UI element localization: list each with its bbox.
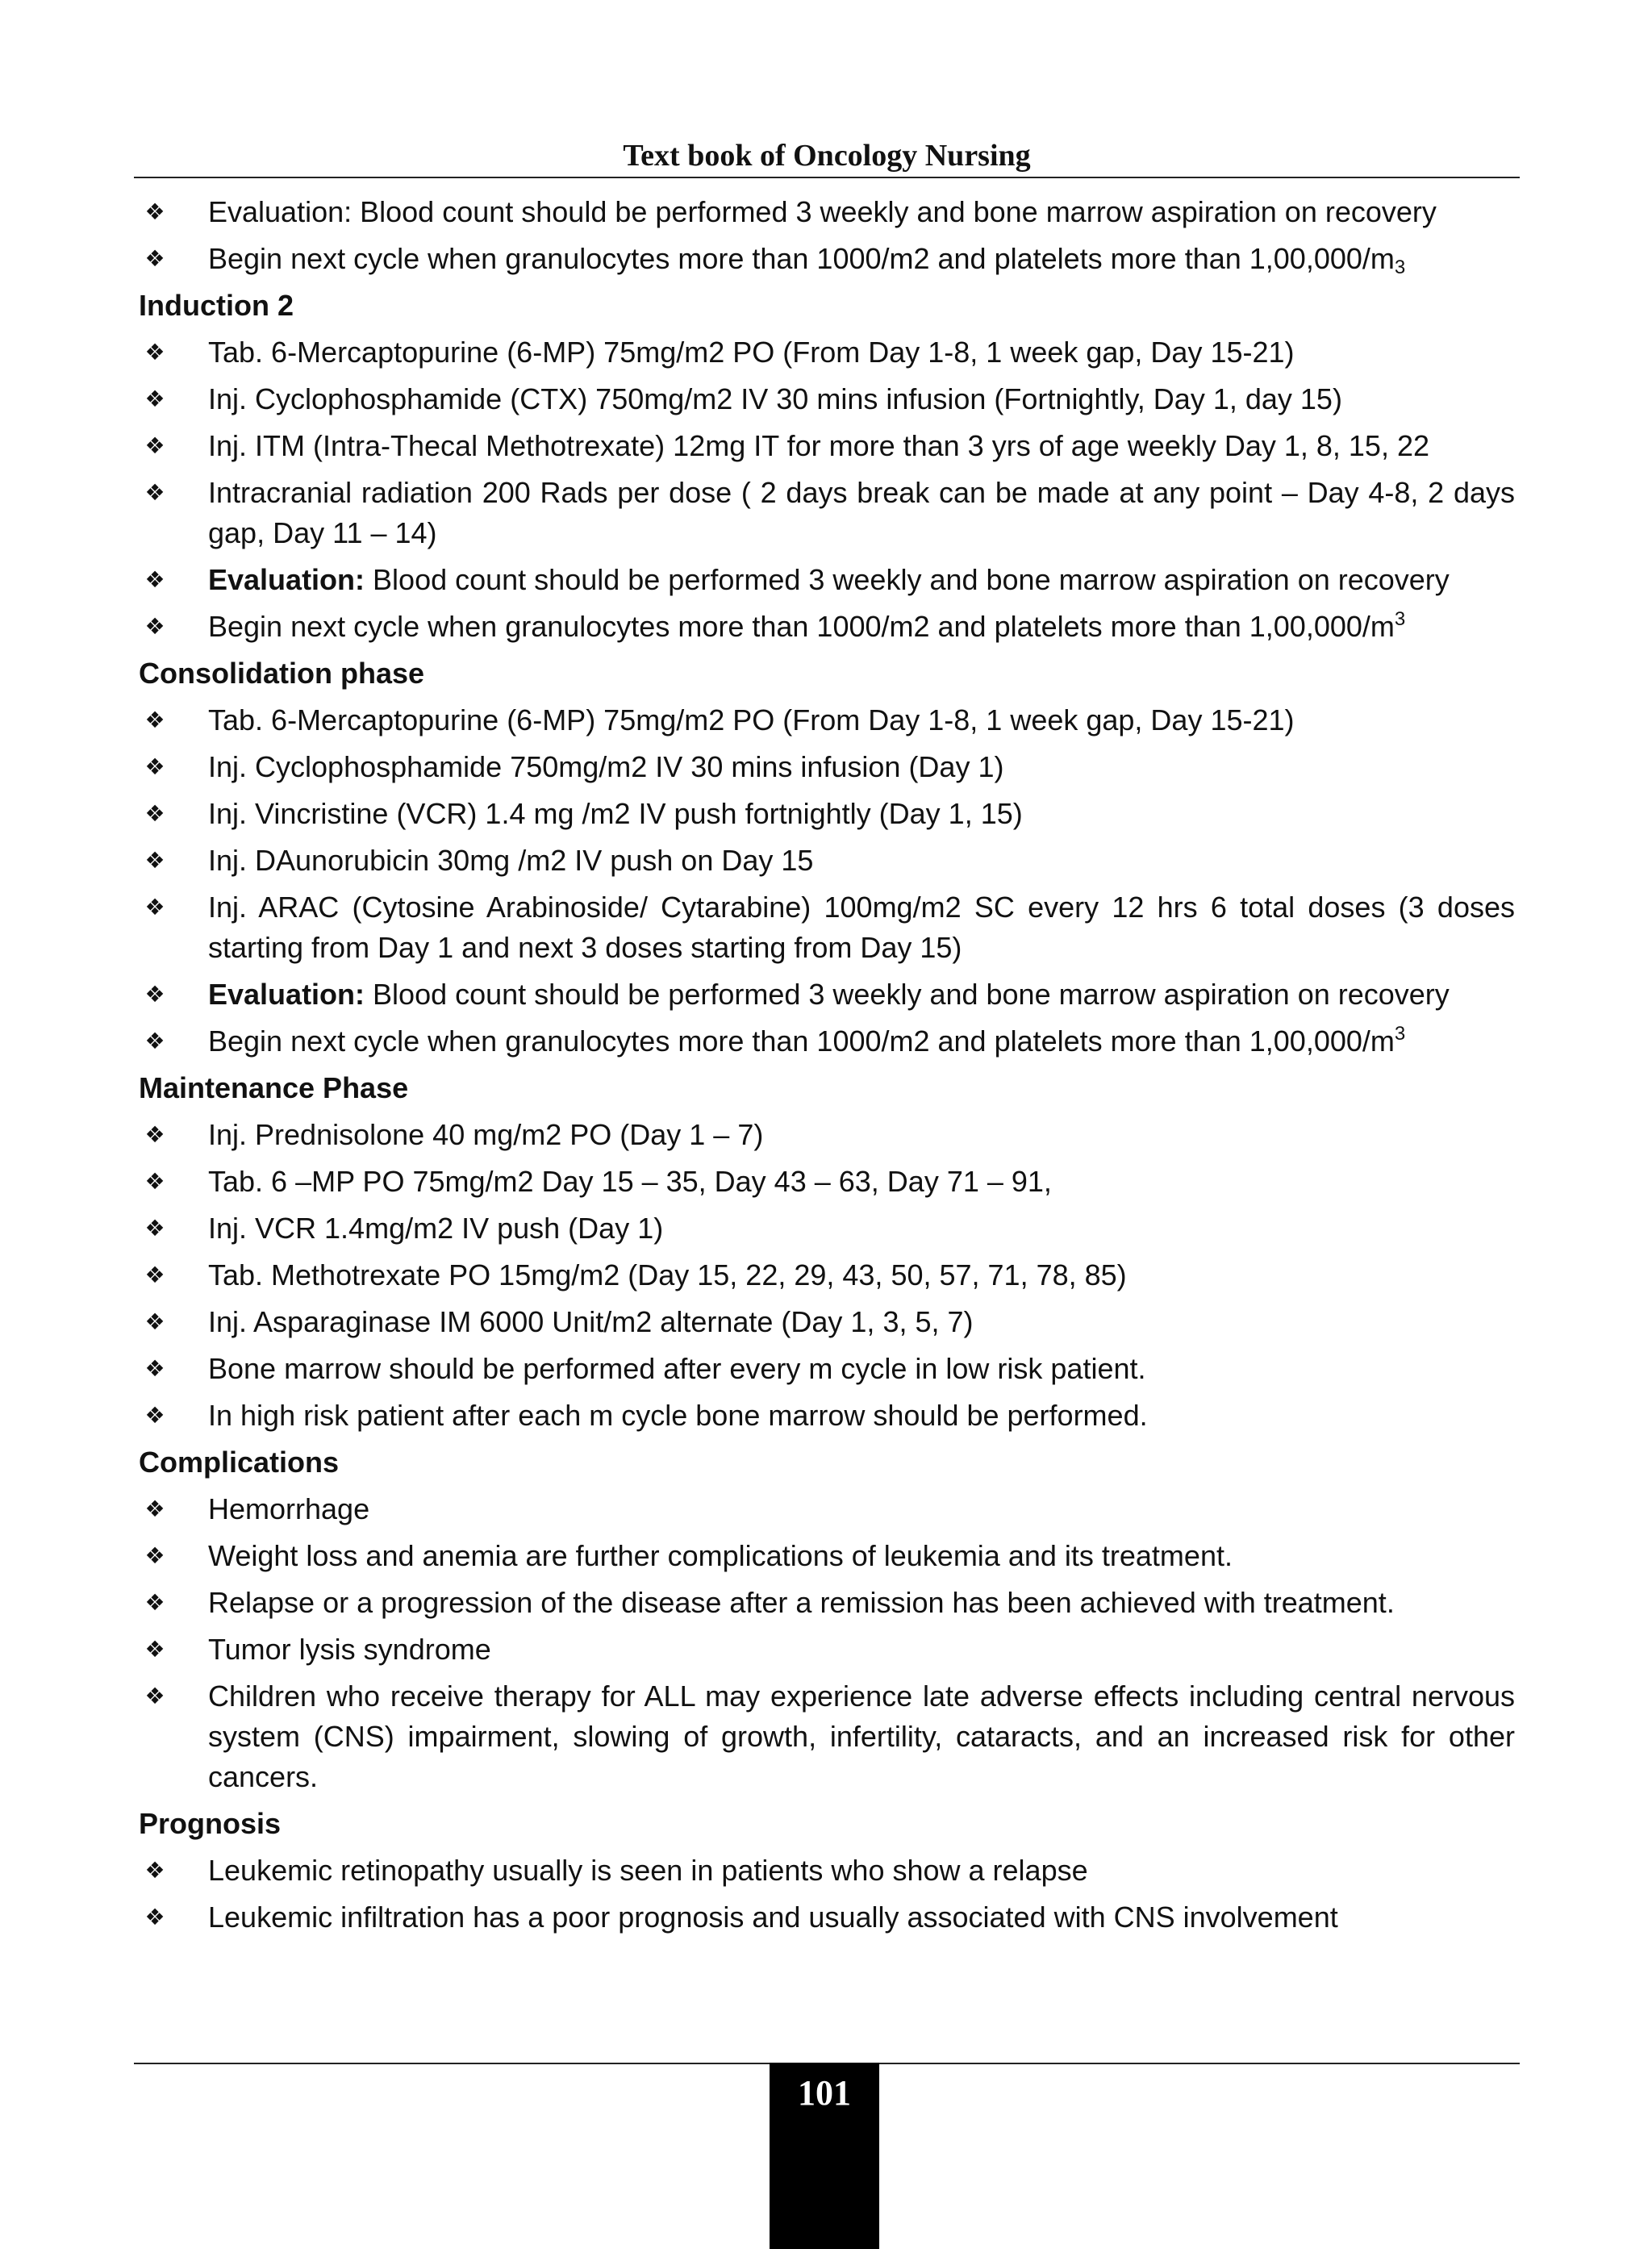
list-item bbox=[139, 1629, 1515, 1670]
list-item-text: Children who receive therapy for ALL may experience late adverse effects including central nervous system (CNS) impairment, slowing of growth, infertility, cataracts, and an increased risk for other cancers. bbox=[208, 1679, 1515, 1793]
item-body-text: Begin next cycle when granulocytes more than 1000/m2 and platelets more than 1,00,000/m bbox=[208, 1024, 1395, 1058]
bold-label: Evaluation: bbox=[208, 563, 365, 596]
diamond-bullet-icon: ❖ bbox=[144, 567, 165, 592]
diamond-bullet-icon: ❖ bbox=[144, 1169, 165, 1194]
list-item-text: Inj. ARAC (Cytosine Arabinoside/ Cytarabine) 100mg/m2 SC every 12 hrs 6 total doses (3 doses starting from Day 1 and next 3 doses starting from Day 15) bbox=[208, 891, 1515, 964]
diamond-bullet-icon: ❖ bbox=[144, 895, 165, 920]
list-item bbox=[139, 841, 1515, 881]
list-item-text: Inj. VCR 1.4mg/m2 IV push (Day 1) bbox=[208, 1212, 664, 1245]
list-item-text: Leukemic retinopathy usually is seen in patients who show a relapse bbox=[208, 1854, 1088, 1887]
list-item-text bbox=[208, 242, 1406, 278]
list-item bbox=[139, 607, 1515, 647]
diamond-bullet-icon: ❖ bbox=[144, 982, 165, 1007]
list-item bbox=[139, 1208, 1515, 1249]
diamond-bullet-icon: ❖ bbox=[144, 1356, 165, 1381]
list-item-text: Hemorrhage bbox=[208, 1492, 370, 1525]
item-body-text: Begin next cycle when granulocytes more than 1000/m2 and platelets more than 1,00,000/m bbox=[208, 610, 1395, 643]
section-heading: Complications bbox=[139, 1446, 340, 1479]
diamond-bullet-icon: ❖ bbox=[144, 754, 165, 779]
page-body bbox=[139, 192, 1515, 1944]
list-item bbox=[139, 1897, 1515, 1938]
superscript: 3 bbox=[1394, 608, 1406, 630]
diamond-bullet-icon: ❖ bbox=[144, 199, 165, 224]
list-item-text: Relapse or a progression of the disease after a remission has been achieved with treatment. bbox=[208, 1586, 1395, 1619]
list-item bbox=[139, 794, 1515, 834]
list-item-text bbox=[208, 978, 1450, 1011]
list-item bbox=[139, 974, 1515, 1015]
section-heading: Induction 2 bbox=[139, 289, 294, 322]
list-item bbox=[139, 887, 1515, 968]
diamond-bullet-icon: ❖ bbox=[144, 1637, 165, 1662]
item-body-text: Blood count should be performed 3 weekly and bone marrow aspiration on recovery bbox=[365, 563, 1450, 596]
diamond-bullet-icon: ❖ bbox=[144, 1905, 165, 1930]
list-item bbox=[139, 379, 1515, 419]
list-item-text: Tab. 6-Mercaptopurine (6-MP) 75mg/m2 PO (From Day 1-8, 1 week gap, Day 15-21) bbox=[208, 336, 1295, 369]
diamond-bullet-icon: ❖ bbox=[144, 433, 165, 458]
list-item-text bbox=[208, 610, 1405, 643]
list-item-text: Evaluation: Blood count should be performed 3 weekly and bone marrow aspiration on recovery bbox=[208, 195, 1437, 228]
diamond-bullet-icon: ❖ bbox=[144, 614, 165, 639]
list-item bbox=[139, 560, 1515, 600]
diamond-bullet-icon: ❖ bbox=[144, 1403, 165, 1428]
list-item bbox=[139, 1302, 1515, 1342]
diamond-bullet-icon: ❖ bbox=[144, 1122, 165, 1147]
list-item-text bbox=[208, 563, 1450, 596]
list-item-text: Inj. Prednisolone 40 mg/m2 PO (Day 1 – 7) bbox=[208, 1118, 764, 1151]
diamond-bullet-icon: ❖ bbox=[144, 707, 165, 732]
list-item bbox=[139, 1396, 1515, 1436]
list-item bbox=[139, 1349, 1515, 1389]
list-item-text: Inj. Asparaginase IM 6000 Unit/m2 alternate (Day 1, 3, 5, 7) bbox=[208, 1305, 974, 1338]
list-item bbox=[139, 426, 1515, 466]
list-item-text: Inj. ITM (Intra-Thecal Methotrexate) 12mg IT for more than 3 yrs of age weekly Day 1, 8, 15, 22 bbox=[208, 429, 1429, 462]
item-body-text: Blood count should be performed 3 weekly and bone marrow aspiration on recovery bbox=[365, 978, 1450, 1011]
list-item bbox=[139, 1583, 1515, 1623]
list-item bbox=[139, 1255, 1515, 1296]
list-item-text: Tumor lysis syndrome bbox=[208, 1633, 491, 1666]
diamond-bullet-icon: ❖ bbox=[144, 340, 165, 365]
diamond-bullet-icon: ❖ bbox=[144, 1590, 165, 1615]
page-number-tab bbox=[770, 2063, 879, 2249]
page-number: 101 bbox=[798, 2073, 851, 2113]
list-item bbox=[139, 1115, 1515, 1155]
list-item-text: Weight loss and anemia are further complications of leukemia and its treatment. bbox=[208, 1539, 1233, 1572]
diamond-bullet-icon: ❖ bbox=[144, 1309, 165, 1334]
list-item bbox=[139, 1021, 1515, 1062]
list-item bbox=[139, 239, 1515, 279]
diamond-bullet-icon: ❖ bbox=[144, 1496, 165, 1521]
list-item bbox=[139, 1851, 1515, 1891]
diamond-bullet-icon: ❖ bbox=[144, 848, 165, 873]
list-item bbox=[139, 700, 1515, 741]
diamond-bullet-icon: ❖ bbox=[144, 246, 165, 271]
diamond-bullet-icon: ❖ bbox=[144, 1029, 165, 1054]
list-item bbox=[139, 332, 1515, 373]
list-item-text: Tab. 6 –MP PO 75mg/m2 Day 15 – 35, Day 43 – 63, Day 71 – 91, bbox=[208, 1165, 1052, 1198]
list-item bbox=[139, 192, 1515, 232]
list-item-text: Inj. Vincristine (VCR) 1.4 mg /m2 IV push fortnightly (Day 1, 15) bbox=[208, 797, 1023, 830]
diamond-bullet-icon: ❖ bbox=[144, 1216, 165, 1241]
list-item bbox=[139, 1162, 1515, 1202]
header-rule bbox=[134, 177, 1520, 178]
diamond-bullet-icon: ❖ bbox=[144, 386, 165, 411]
list-item-text: Intracranial radiation 200 Rads per dose ( 2 days break can be made at any point – Day 4-8, 2 days gap, Day 11 – 14) bbox=[208, 476, 1515, 549]
section-heading: Prognosis bbox=[139, 1807, 282, 1840]
list-item-text: Bone marrow should be performed after every m cycle in low risk patient. bbox=[208, 1352, 1146, 1385]
list-item-text bbox=[208, 1024, 1405, 1058]
list-item-text: Tab. 6-Mercaptopurine (6-MP) 75mg/m2 PO (From Day 1-8, 1 week gap, Day 15-21) bbox=[208, 703, 1295, 736]
list-item-text: Inj. Cyclophosphamide 750mg/m2 IV 30 mins infusion (Day 1) bbox=[208, 750, 1004, 783]
diamond-bullet-icon: ❖ bbox=[144, 480, 165, 505]
diamond-bullet-icon: ❖ bbox=[144, 1543, 165, 1568]
item-body-text: Begin next cycle when granulocytes more than 1000/m2 and platelets more than 1,00,000/m bbox=[208, 242, 1395, 275]
list-item bbox=[139, 747, 1515, 787]
list-item bbox=[139, 1676, 1515, 1797]
bold-label: Evaluation: bbox=[208, 978, 365, 1011]
running-header-title: Text book of Oncology Nursing bbox=[623, 139, 1031, 173]
diamond-bullet-icon: ❖ bbox=[144, 1684, 165, 1709]
diamond-bullet-icon: ❖ bbox=[144, 801, 165, 826]
list-item bbox=[139, 473, 1515, 553]
section-heading: Consolidation phase bbox=[139, 657, 425, 690]
section-heading: Maintenance Phase bbox=[139, 1071, 409, 1104]
superscript: 3 bbox=[1394, 1023, 1406, 1045]
subscript: 3 bbox=[1394, 257, 1406, 278]
list-item-text: Leukemic infiltration has a poor prognosis and usually associated with CNS involvement bbox=[208, 1901, 1338, 1934]
list-item bbox=[139, 1536, 1515, 1576]
list-item-text: Inj. DAunorubicin 30mg /m2 IV push on Day 15 bbox=[208, 844, 814, 877]
diamond-bullet-icon: ❖ bbox=[144, 1262, 165, 1287]
list-item-text: Inj. Cyclophosphamide (CTX) 750mg/m2 IV 30 mins infusion (Fortnightly, Day 1, day 15) bbox=[208, 382, 1342, 415]
list-item-text: Tab. Methotrexate PO 15mg/m2 (Day 15, 22, 29, 43, 50, 57, 71, 78, 85) bbox=[208, 1258, 1127, 1291]
diamond-bullet-icon: ❖ bbox=[144, 1858, 165, 1883]
list-item bbox=[139, 1489, 1515, 1529]
list-item-text: In high risk patient after each m cycle bone marrow should be performed. bbox=[208, 1399, 1148, 1432]
